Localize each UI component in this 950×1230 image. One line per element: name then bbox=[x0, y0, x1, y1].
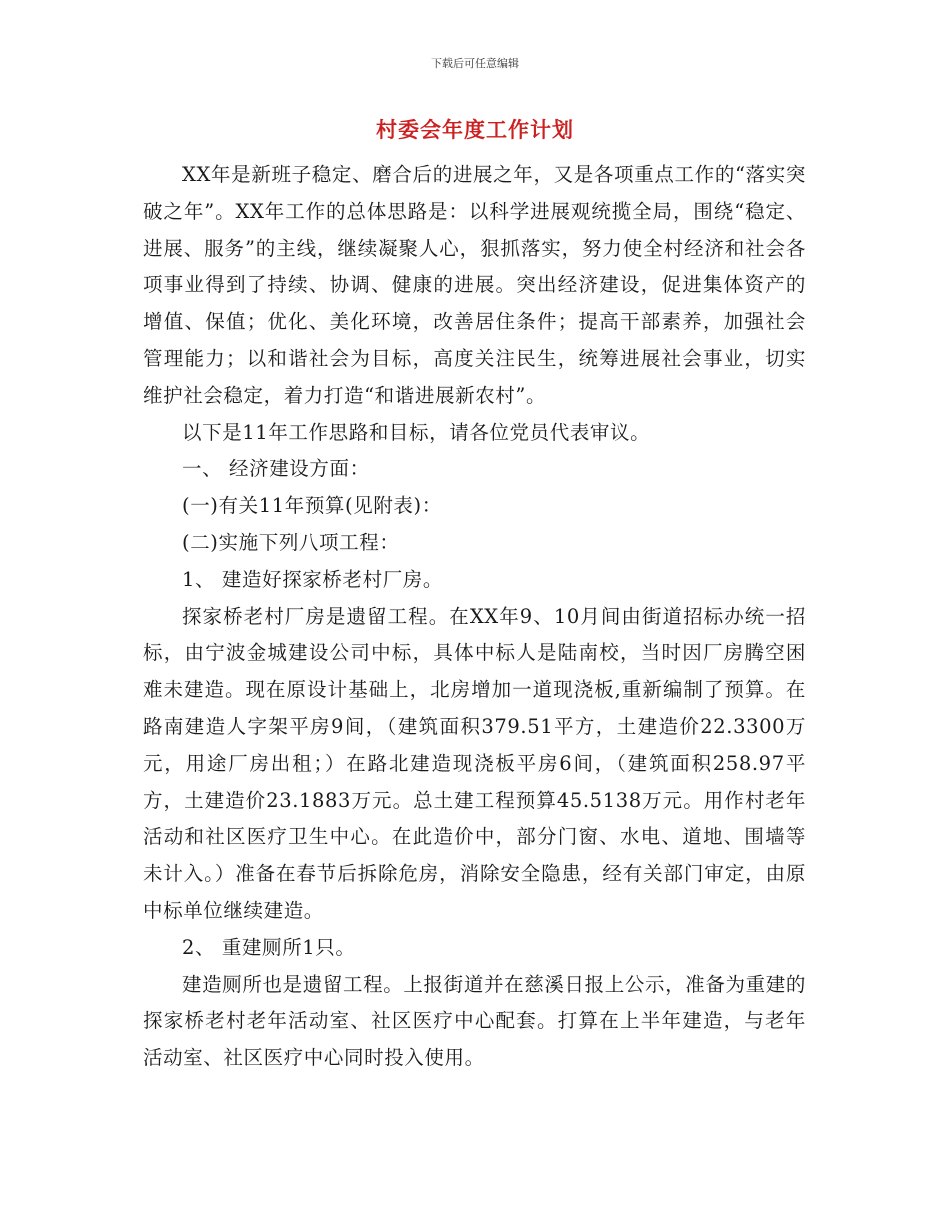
section-heading-economic: 一、 经济建设方面： bbox=[182, 457, 370, 481]
paragraph-overall-approach: XX年是新班子稳定、磨合后的进展之年，又是各项重点工作的“落实突破之年”。XX年工作的总体思路是：以科学进展观统揽全局，围绕“稳定、进展、服务”的主线，继续凝聚人心，狠抓落实，努力使全村经济和社会各项事业得到了持续、协调、健康的进展。突出经济建设，促进集体资产的增值、保值；优化、美化环境，改善居住条件；提高干部素养，加强社会管理能力；以和谐社会为目标，高度关注民生，统筹进展社会事业，切实维护社会稳定，着力打造“和谐进展新农村”。 bbox=[143, 163, 806, 407]
subsection-eight-projects: (二)实施下列八项工程： bbox=[182, 530, 400, 554]
item-heading-factory: 1、 建造好探家桥老村厂房。 bbox=[182, 567, 444, 591]
paragraph-factory-details: 探家桥老村厂房是遗留工程。在XX年9、10月间由街道招标办统一招标，由宁波金城建设公司中标，具体中标人是陆南校，当时因厂房腾空困难未建造。现在原设计基础上，北房增加一道现浇板,重新编制了预算。在路南建造人字架平房9间，（建筑面积379.51平方，土建造价22.3300万元，用途厂房出租；）在路北建造现浇板平房6间，（建筑面积258.97平方，土建造价23.1883万元。总土建工程预算45.5138万元。用作村老年活动和社区医疗卫生中心。在此造价中，部分门窗、水电、道地、围墙等未计入。）准备在春节后拆除危房，消除安全隐患，经有关部门审定，由原中标单位继续建造。 bbox=[143, 604, 806, 922]
document-body bbox=[143, 157, 806, 1077]
document-title: 村委会年度工作计划 bbox=[376, 117, 574, 142]
paragraph-intro-goals: 以下是11年工作思路和目标，请各位党员代表审议。 bbox=[182, 420, 651, 444]
subsection-budget: (一)有关11年预算(见附表)： bbox=[182, 494, 442, 518]
item-heading-toilet: 2、 重建厕所1只。 bbox=[182, 935, 356, 959]
paragraph-toilet-details: 建造厕所也是遗留工程。上报街道并在慈溪日报上公示，准备为重建的探家桥老村老年活动室、社区医疗中心配套。打算在上半年建造，与老年活动室、社区医疗中心同时投入使用。 bbox=[143, 972, 806, 1070]
header-note: 下载后可任意编辑 bbox=[431, 57, 519, 70]
